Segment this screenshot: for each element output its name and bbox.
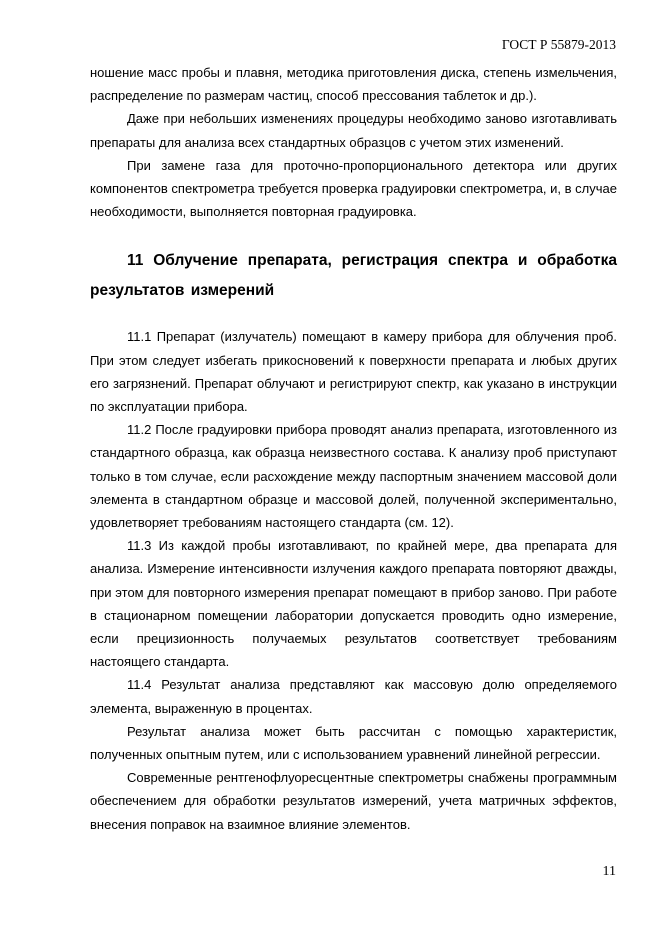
document-code: ГОСТ Р 55879-2013	[501, 37, 616, 52]
paragraph: Современные рентгенофлуоресцентные спектрометры снабжены программным обеспечением для обработки результатов измерений, учета матричных эффектов, внесения поправок на взаимное влияние элементов.	[90, 770, 617, 832]
paragraph: Даже при небольших изменениях процедуры необходимо заново изготавливать препараты для анализа всех стандартных образцов с учетом этих изменений.	[90, 111, 617, 150]
paragraph: При замене газа для проточно-пропорционального детектора или других компонентов спектрометра требуется проверка градуировки спектрометра, и, в случае необходимости, выполняется повторная градуировка.	[90, 157, 617, 220]
page-number: 11	[602, 864, 616, 879]
paragraph-continued: ношение масс пробы и плавня, методика приготовления диска, степень измельчения, распределение по размерам частиц, способ прессования таблеток и др.).	[90, 65, 617, 104]
paragraph: Результат анализа может быть рассчитан с помощью характеристик, полученных опытным путем, или с использованием уравнений линейной регрессии.	[90, 723, 617, 763]
section-heading: 11 Облучение препарата, регистрация спектра и обработка результатов измерений	[90, 252, 617, 300]
clause-11-1: 11.1 Препарат (излучатель) помещают в камеру прибора для облучения проб. При этом следует избегать прикосновений к поверхности препарата и любых других его загрязнений. Препарат облучают и регистрируют спектр, как указано в инструкции по эксплуатации прибора.	[90, 329, 617, 415]
clause-11-4: 11.4 Результат анализа представляют как массовую долю определяемого элемента, выраженную в процентах.	[90, 677, 617, 716]
clause-11-3: 11.3 Из каждой пробы изготавливают, по крайней мере, два препарата для анализа. Измерение интенсивности излучения каждого препарата повторяют дважды, при этом для повторного измерения препарат помещают в прибор заново. При работе в стационарном помещении лаборатории допускается проводить одно измерение, если прецизионность получаемых результатов соответствует требованиям настоящего стандарта.	[90, 538, 617, 670]
page-body	[90, 61, 617, 836]
clause-11-2: 11.2 После градуировки прибора проводят анализ препарата, изготовленного из стандартного образца, как образца неизвестного состава. К анализу проб приступают только в том случае, если расхождение между паспортным значением массовой доли элемента в стандартном образце и массовой долей, полученной экспериментально, удовлетворяет требованиям настоящего стандарта (см. 12).	[90, 422, 617, 531]
